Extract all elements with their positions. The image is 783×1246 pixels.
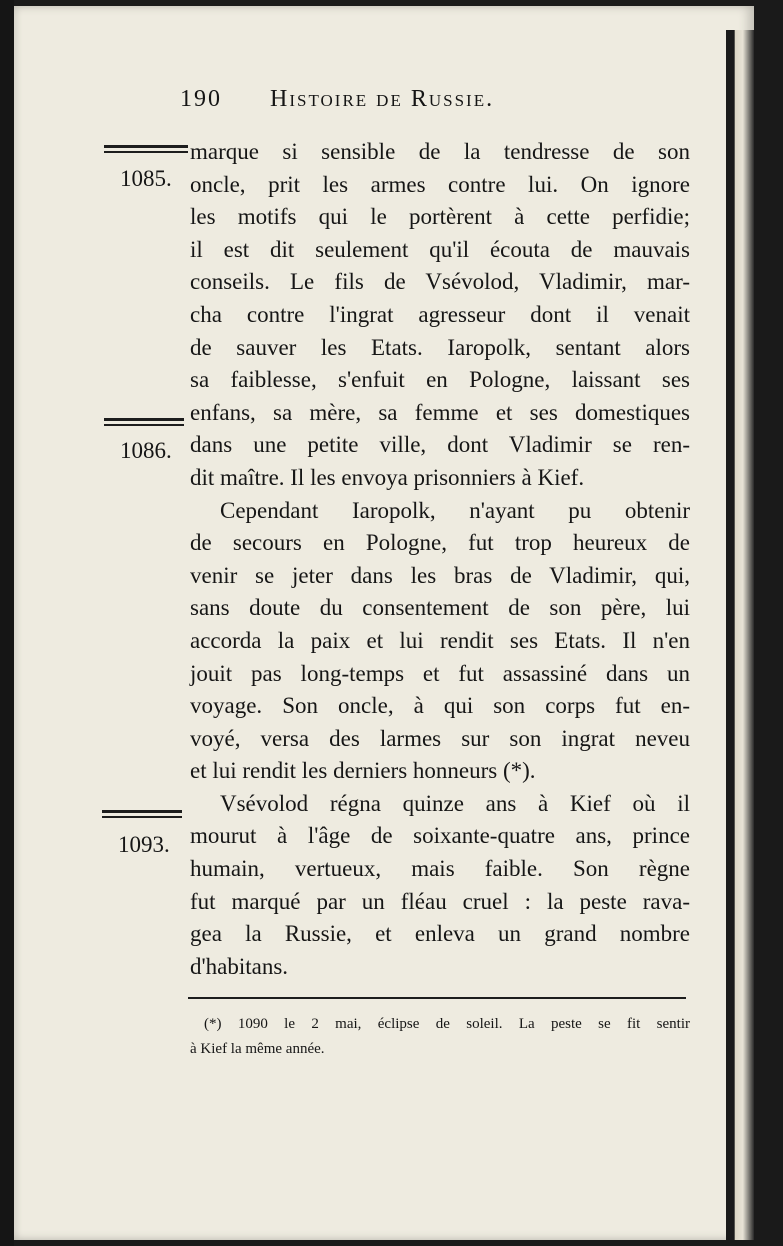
text-line: jouit pas long-temps et fut assassiné dans un bbox=[190, 660, 690, 686]
margin-year-1086: 1086. bbox=[120, 438, 172, 463]
text-line: Vsévolod régna quinze ans à Kief où il bbox=[220, 790, 690, 816]
footnote-rule bbox=[188, 997, 686, 999]
margin-rule-1086 bbox=[104, 418, 184, 421]
text-line: voyage. Son oncle, à qui son corps fut en- bbox=[190, 693, 690, 719]
text-line: dit maître. Il les envoya prisonniers à Kief. bbox=[190, 464, 585, 490]
margin-rule-1085 bbox=[104, 145, 188, 148]
margin-rule-1093 bbox=[102, 810, 182, 813]
book-spine-shadow bbox=[0, 0, 14, 1246]
text-line: oncle, prit les armes contre lui. On ignore bbox=[190, 171, 690, 197]
text-line: sans doute du consentement de son père, lui bbox=[190, 595, 690, 621]
text-line: les motifs qui le portèrent à cette perfidie; bbox=[190, 204, 690, 230]
text-line: sa faiblesse, s'enfuit en Pologne, laissant ses bbox=[190, 367, 690, 393]
page-number: 190 bbox=[180, 86, 222, 112]
footnote-line: à Kief la même année. bbox=[190, 1041, 325, 1057]
footnote-line: (*) 1090 le 2 mai, éclipse de soleil. La peste se fit sentir bbox=[204, 1016, 690, 1032]
text-line: humain, vertueux, mais faible. Son règne bbox=[190, 856, 690, 882]
margin-year-1093: 1093. bbox=[118, 832, 170, 857]
text-line: venir se jeter dans les bras de Vladimir, qui, bbox=[190, 562, 690, 588]
running-head bbox=[180, 86, 700, 113]
text-line: fut marqué par un fléau cruel : la peste rava- bbox=[190, 888, 690, 914]
text-line: voyé, versa des larmes sur son ingrat neveu bbox=[190, 725, 690, 751]
text-line: de sauver les Etats. Iaropolk, sentant alors bbox=[190, 334, 690, 360]
text-line: Cependant Iaropolk, n'ayant pu obtenir bbox=[220, 497, 690, 523]
text-line: accorda la paix et lui rendit ses Etats. Il n'en bbox=[190, 627, 690, 653]
body-text bbox=[190, 136, 690, 983]
running-title: Histoire de Russie. bbox=[270, 86, 495, 112]
text-line: cha contre l'ingrat agresseur dont il venait bbox=[190, 301, 690, 327]
text-line: mourut à l'âge de soixante-quatre ans, prince bbox=[190, 823, 690, 849]
margin-year-1085: 1085. bbox=[120, 166, 172, 191]
text-line: dans une petite ville, dont Vladimir se ren- bbox=[190, 432, 690, 458]
text-line: gea la Russie, et enleva un grand nombre bbox=[190, 921, 690, 947]
text-line: enfans, sa mère, sa femme et ses domestiques bbox=[190, 399, 690, 425]
text-line: et lui rendit les derniers honneurs (*). bbox=[190, 758, 536, 784]
text-line: conseils. Le fils de Vsévolod, Vladimir, mar- bbox=[190, 269, 690, 295]
text-line: il est dit seulement qu'il écouta de mauvais bbox=[190, 236, 690, 262]
page-edge bbox=[726, 30, 754, 1240]
text-line: d'habitans. bbox=[190, 953, 289, 979]
text-line: marque si sensible de la tendresse de son bbox=[190, 139, 690, 164]
footnote bbox=[190, 1012, 690, 1062]
text-line: de secours en Pologne, fut trop heureux de bbox=[190, 530, 690, 556]
